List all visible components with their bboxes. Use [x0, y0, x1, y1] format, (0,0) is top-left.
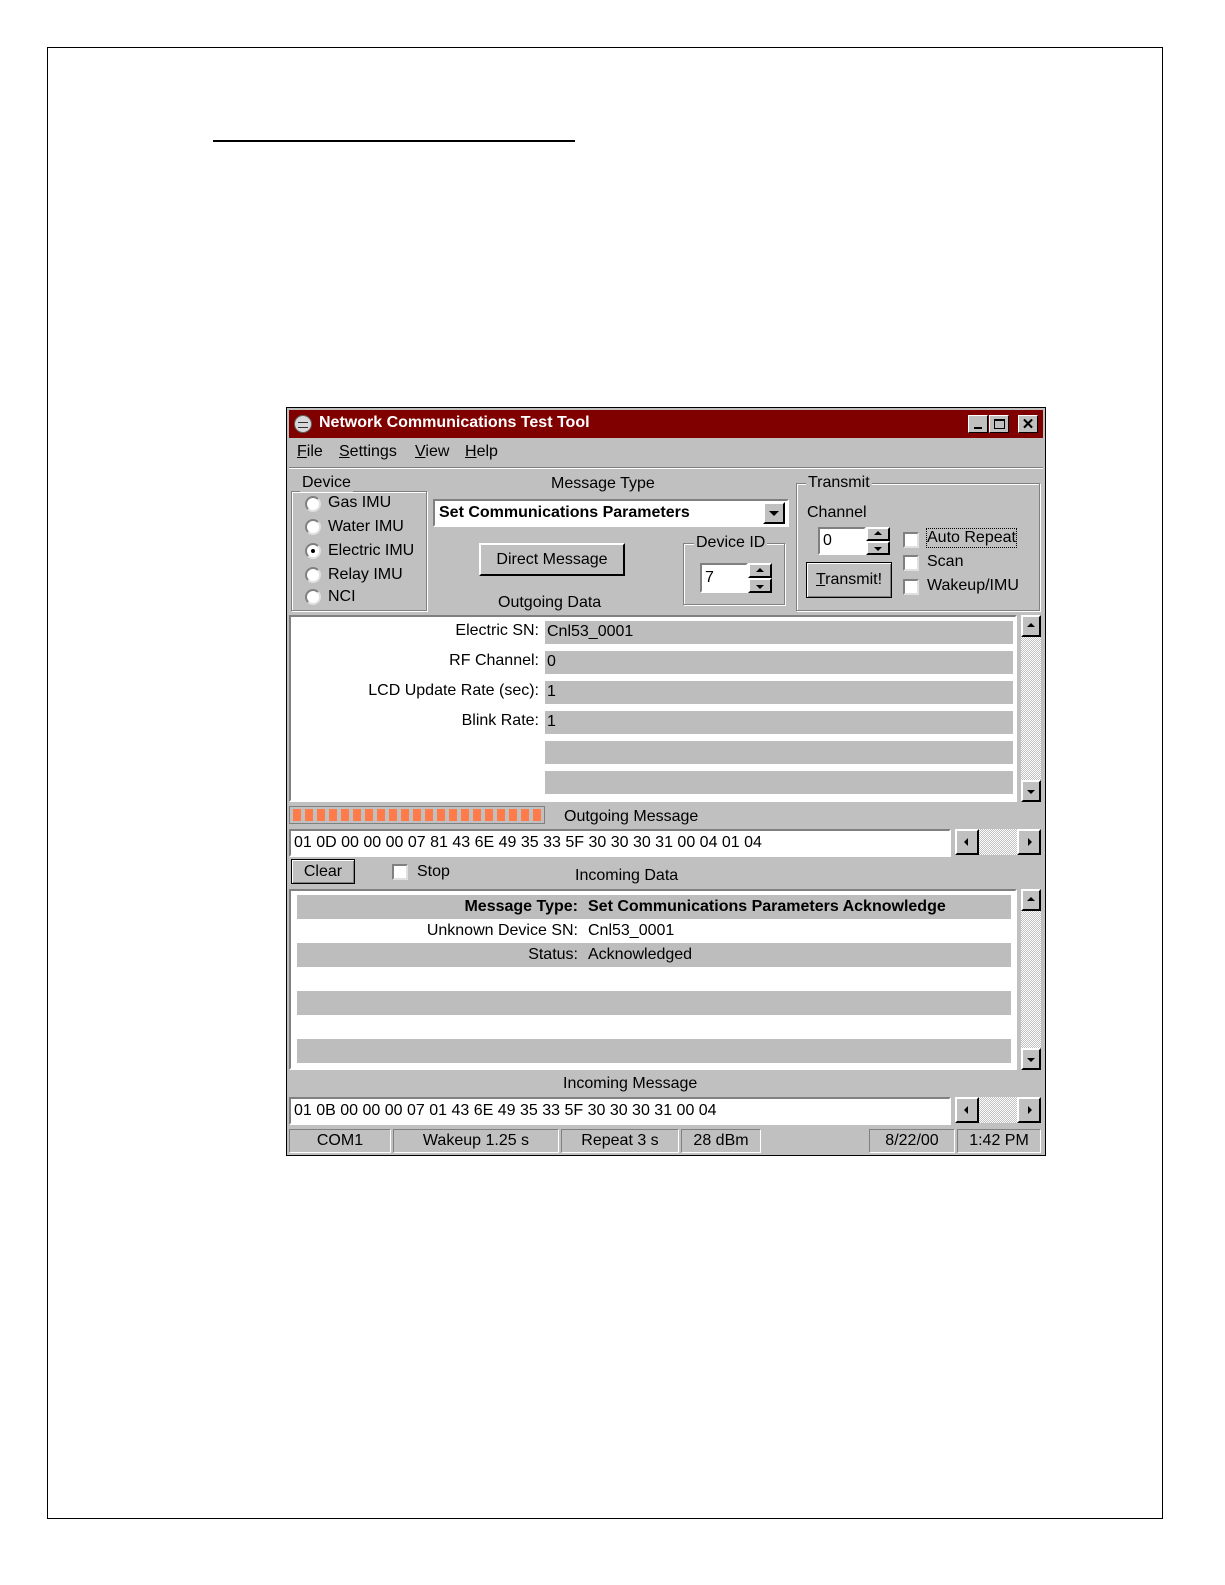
scroll-right-icon[interactable]: [1017, 1097, 1041, 1123]
clear-button[interactable]: [291, 859, 355, 884]
scan-checkbox[interactable]: [903, 555, 919, 571]
outgoing-data-panel: [289, 615, 1017, 802]
progress-block: [497, 809, 505, 821]
message-type-select[interactable]: [433, 499, 789, 527]
menu-bar: [289, 438, 1043, 466]
scroll-right-icon[interactable]: [1017, 829, 1041, 855]
outgoing-field-rf-channel[interactable]: 0: [545, 651, 1013, 677]
status-wakeup: Wakeup 1.25 s: [393, 1129, 559, 1153]
status-time: 1:42 PM: [957, 1129, 1041, 1153]
progress-block: [473, 809, 481, 821]
incoming-row: [297, 943, 1011, 967]
progress-block: [521, 809, 529, 821]
device-id-value: 7: [705, 569, 714, 586]
progress-block: [449, 809, 457, 821]
transmit-group-label: Transmit: [808, 474, 870, 491]
progress-block: [437, 809, 445, 821]
outgoing-field-electric-sn[interactable]: Cnl53_0001: [545, 621, 1013, 647]
scroll-left-icon[interactable]: [955, 1097, 979, 1123]
progress-block: [353, 809, 361, 821]
radio-nci[interactable]: [305, 589, 321, 605]
scroll-down-icon[interactable]: [1021, 1048, 1041, 1070]
progress-block: [365, 809, 373, 821]
maximize-icon: [994, 419, 1005, 429]
incoming-data-panel: [289, 889, 1017, 1070]
incoming-message-label: Incoming Message: [563, 1075, 698, 1092]
menu-separator: [289, 467, 1043, 469]
menu-view-rest: iew: [425, 443, 450, 460]
menu-settings-rest: ettings: [349, 443, 397, 460]
incoming-row-value: Acknowledged: [588, 946, 693, 963]
minimize-button[interactable]: [968, 415, 988, 433]
progress-block: [377, 809, 385, 821]
outgoing-row-label: Blink Rate:: [461, 712, 539, 729]
menu-settings-accel: S: [339, 443, 350, 460]
radio-nci-label[interactable]: NCI: [328, 588, 356, 605]
scroll-up-icon[interactable]: [1021, 889, 1041, 911]
incoming-row: [297, 1039, 1011, 1063]
incoming-data-label: Incoming Data: [575, 867, 679, 884]
menu-settings[interactable]: [339, 443, 397, 461]
progress-block: [413, 809, 421, 821]
status-repeat: Repeat 3 s: [561, 1129, 679, 1153]
radio-relay-imu[interactable]: [305, 567, 321, 583]
window-title: Network Communications Test Tool: [319, 414, 590, 431]
incoming-row-value: Set Communications Parameters Acknowledge: [588, 898, 946, 915]
incoming-row-value: Cnl53_0001: [588, 922, 675, 939]
app-window: [286, 407, 1046, 1156]
radio-relay-imu-label[interactable]: Relay IMU: [328, 566, 403, 583]
title-underline: [213, 140, 575, 142]
outgoing-field-empty[interactable]: [545, 771, 1013, 797]
incoming-row: [297, 1015, 1011, 1039]
menu-help[interactable]: [465, 443, 498, 461]
progress-block: [305, 809, 313, 821]
radio-water-imu-label[interactable]: Water IMU: [328, 518, 404, 535]
transmit-accel: T: [815, 571, 826, 588]
outgoing-field-lcd-update-rate[interactable]: 1: [545, 681, 1013, 707]
device-group-label: Device: [302, 474, 351, 491]
incoming-row: [297, 895, 1011, 919]
menu-help-rest: elp: [476, 443, 498, 460]
channel-up-icon[interactable]: [866, 527, 890, 541]
scan-label[interactable]: Scan: [927, 553, 964, 570]
device-id-down-icon[interactable]: [748, 578, 772, 593]
menu-file[interactable]: [297, 443, 323, 461]
radio-gas-imu-label[interactable]: Gas IMU: [328, 494, 392, 511]
menu-file-rest: ile: [306, 443, 323, 460]
maximize-button[interactable]: [989, 415, 1009, 433]
progress-block: [293, 809, 301, 821]
incoming-row-label: Status:: [528, 946, 578, 963]
incoming-message-value: 01 0B 00 00 00 07 01 43 6E 49 35 33 5F 30 30 30 31 00 04: [294, 1102, 717, 1119]
device-id-input[interactable]: [700, 563, 748, 593]
close-button[interactable]: [1018, 415, 1038, 433]
direct-message-button-label: Direct Message: [496, 550, 608, 568]
channel-down-icon[interactable]: [866, 541, 890, 555]
incoming-row: [297, 991, 1011, 1015]
menu-view[interactable]: [415, 443, 449, 461]
stop-checkbox[interactable]: [392, 864, 408, 880]
scroll-down-icon[interactable]: [1021, 780, 1041, 802]
outgoing-row-label: RF Channel:: [449, 652, 539, 669]
outgoing-field-blink-rate[interactable]: 1: [545, 711, 1013, 737]
direct-message-button[interactable]: [479, 543, 625, 576]
progress-block: [329, 809, 337, 821]
progress-block: [485, 809, 493, 821]
progress-block: [461, 809, 469, 821]
incoming-row: [297, 967, 1011, 991]
wakeup-imu-checkbox[interactable]: [903, 579, 919, 595]
incoming-scrollbar[interactable]: [1021, 889, 1041, 1070]
progress-block: [401, 809, 409, 821]
chevron-down-icon[interactable]: [763, 502, 785, 524]
channel-value: 0: [823, 532, 832, 549]
outgoing-message-value: 01 0D 00 00 00 07 81 43 6E 49 35 33 5F 30 30 30 31 00 04 01 04: [294, 834, 762, 851]
radio-electric-imu-label[interactable]: Electric IMU: [328, 542, 415, 559]
close-icon: ✕: [1021, 415, 1035, 433]
wakeup-imu-label[interactable]: Wakeup/IMU: [927, 577, 1019, 594]
incoming-row: [297, 919, 1011, 943]
outgoing-field-empty[interactable]: [545, 741, 1013, 767]
outgoing-message-label: Outgoing Message: [564, 808, 699, 825]
outgoing-row-label: LCD Update Rate (sec):: [368, 682, 539, 699]
outgoing-progress-bar: [289, 806, 545, 824]
status-power: 28 dBm: [681, 1129, 761, 1153]
message-type-value: Set Communications Parameters: [439, 504, 690, 521]
channel-input[interactable]: [818, 527, 866, 555]
radio-electric-imu[interactable]: [305, 543, 321, 559]
progress-block: [509, 809, 517, 821]
outgoing-data-label: Outgoing Data: [498, 594, 602, 611]
progress-block: [425, 809, 433, 821]
outgoing-row-label: Electric SN:: [455, 622, 539, 639]
scroll-left-icon[interactable]: [955, 829, 979, 855]
progress-block: [533, 809, 541, 821]
transmit-button-label: [807, 571, 891, 589]
incoming-row-label: Message Type:: [464, 898, 578, 915]
clear-button-label: Clear: [303, 862, 343, 880]
minimize-icon: [974, 427, 982, 429]
auto-repeat-checkbox[interactable]: [903, 532, 919, 548]
incoming-message-field[interactable]: [289, 1097, 951, 1125]
status-port: COM1: [289, 1129, 391, 1153]
progress-block: [389, 809, 397, 821]
outgoing-scrollbar[interactable]: [1021, 615, 1041, 802]
outgoing-message-field[interactable]: [289, 829, 951, 857]
message-type-label: Message Type: [551, 475, 655, 492]
radio-water-imu[interactable]: [305, 519, 321, 535]
device-id-label: Device ID: [696, 534, 766, 551]
progress-block: [341, 809, 349, 821]
menu-view-accel: V: [415, 443, 426, 460]
transmit-button[interactable]: [806, 562, 892, 598]
status-date: 8/22/00: [869, 1129, 955, 1153]
device-id-up-icon[interactable]: [748, 563, 772, 578]
radio-gas-imu[interactable]: [305, 496, 321, 512]
auto-repeat-label[interactable]: Auto Repeat: [927, 529, 1016, 546]
incoming-row-label: Unknown Device SN:: [426, 922, 578, 939]
scroll-up-icon[interactable]: [1021, 615, 1041, 637]
transmit-rest: ransmit!: [825, 571, 883, 588]
menu-file-accel: F: [297, 443, 307, 460]
progress-block: [317, 809, 325, 821]
menu-help-accel: H: [465, 443, 477, 460]
app-icon[interactable]: [294, 415, 312, 433]
channel-label: Channel: [807, 504, 867, 521]
stop-label[interactable]: Stop: [417, 863, 450, 880]
title-bar[interactable]: [289, 410, 1043, 438]
